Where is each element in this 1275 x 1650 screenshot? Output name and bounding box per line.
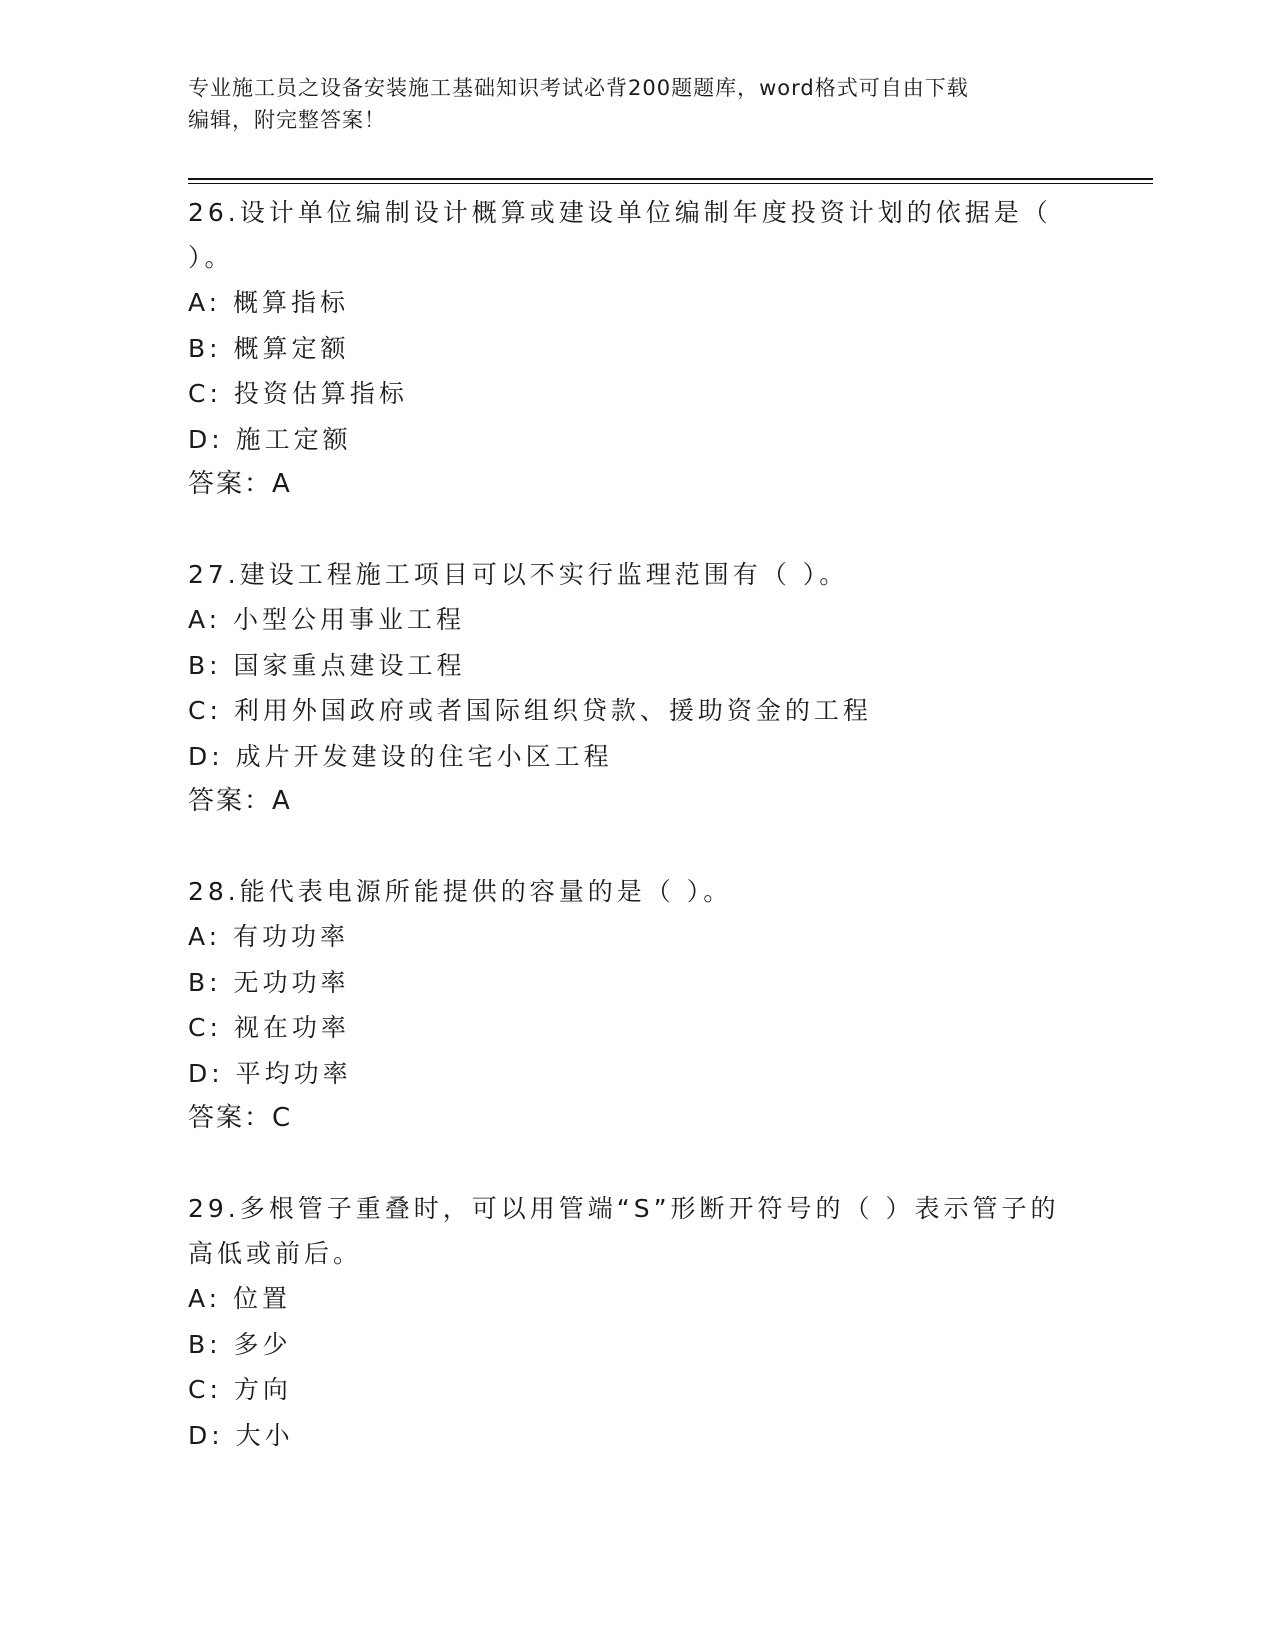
question-stem: 26.设计单位编制设计概算或建设单位编制年度投资计划的依据是（ bbox=[188, 198, 1052, 227]
answer: 答案：A bbox=[188, 786, 292, 816]
question-list bbox=[188, 190, 1088, 1503]
option-a: A: 概算指标 bbox=[188, 288, 350, 317]
question-stem-continued: ）。 bbox=[188, 243, 234, 272]
option-c: C: 方向 bbox=[188, 1375, 292, 1404]
question-stem: 27.建设工程施工项目可以不实行监理范围有（ ）。 bbox=[188, 560, 849, 589]
option-d: D: 平均功率 bbox=[188, 1058, 352, 1088]
document-header bbox=[188, 72, 1068, 136]
header-divider-top bbox=[188, 178, 1153, 180]
question-28 bbox=[188, 869, 1088, 1141]
option-b: B: 概算定额 bbox=[188, 333, 350, 363]
option-a: A: 位置 bbox=[188, 1284, 292, 1313]
answer: 答案：C bbox=[188, 1103, 293, 1133]
question-stem: 29.多根管子重叠时，可以用管端“S”形断开符号的（ ）表示管子的 bbox=[188, 1194, 1060, 1223]
option-d: D: 施工定额 bbox=[188, 424, 352, 454]
option-c: C: 利用外国政府或者国际组织贷款、援助资金的工程 bbox=[188, 696, 872, 725]
option-a: A: 小型公用事业工程 bbox=[188, 605, 466, 634]
question-29 bbox=[188, 1186, 1088, 1458]
answer: 答案：A bbox=[188, 469, 292, 499]
question-stem-continued: 高低或前后。 bbox=[188, 1239, 363, 1268]
question-26 bbox=[188, 190, 1088, 507]
option-b: B: 多少 bbox=[188, 1329, 292, 1359]
option-c: C: 视在功率 bbox=[188, 1013, 350, 1042]
question-27 bbox=[188, 552, 1088, 824]
option-c: C: 投资估算指标 bbox=[188, 379, 408, 408]
option-b: B: 无功功率 bbox=[188, 967, 350, 997]
question-stem: 28.能代表电源所能提供的容量的是（ ）。 bbox=[188, 877, 733, 906]
option-b: B: 国家重点建设工程 bbox=[188, 650, 466, 680]
header-line-1: 专业施工员之设备安装施工基础知识考试必背200题题库，word格式可自由下载 bbox=[188, 76, 969, 100]
option-d: D: 大小 bbox=[188, 1420, 294, 1450]
header-line-2: 编辑，附完整答案！ bbox=[188, 108, 386, 132]
option-a: A: 有功功率 bbox=[188, 922, 350, 951]
option-d: D: 成片开发建设的住宅小区工程 bbox=[188, 741, 613, 771]
header-divider-bottom bbox=[188, 183, 1153, 184]
